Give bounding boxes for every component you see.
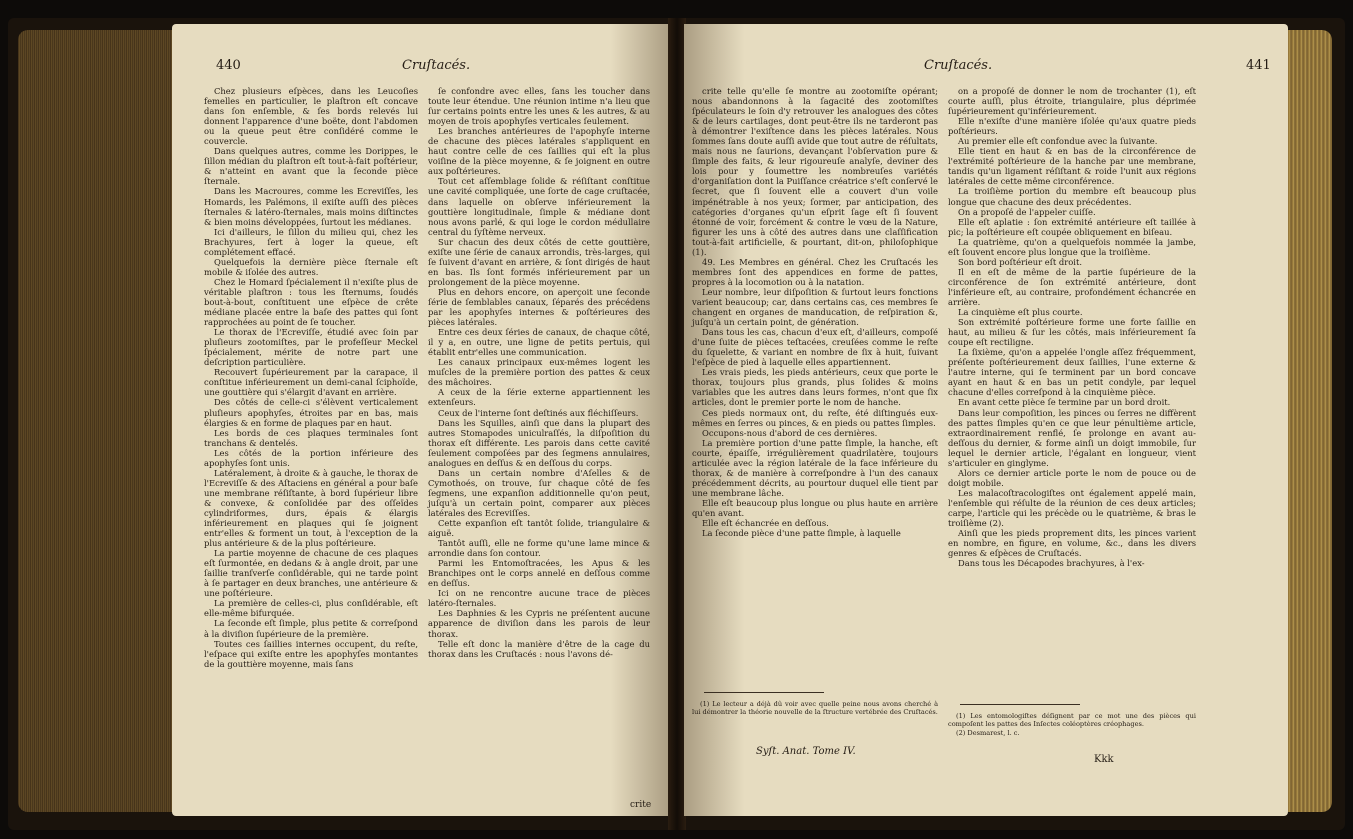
paragraph: Entre ces deux ſéries de canaux, de chaque côté, il y a, en outre, une ligne de petits pertuis, qui établit entr'elles une communication. [428,327,650,358]
paragraph: Parmi les Entomoſtracées, les Apus & les Branchipes ont le corps annelé en deſſous comme en deſſus. [428,558,650,589]
text-column-left [692,86,938,538]
paragraph: Les côtés de la portion inférieure des apophyſes ſont unis. [204,447,418,468]
paragraph: Les malacoſtracologiſtes ont également appelé main, l'enſemble qui réſulte de la réunion de ces deux articles; carpe, l'article qui les précède ou le quatrième, & bras le troiſième (2). [948,487,1196,529]
paragraph: Il en eſt de même de la partie ſupérieure de la circonférence de ſon extrémité antérieure, dont l'inférieure eſt, au contraire, profondément échancrée en arrière. [948,266,1196,307]
running-head: Cruſtacés. [924,58,993,73]
paragraph: Alors ce dernier article porte le nom de pouce ou de doigt mobile. [948,467,1196,488]
paragraph: Occupons-nous d'abord de ces dernières. [702,427,878,438]
paragraph: Elle eſt échancrée en deſſous. [702,518,829,529]
paragraph: Dans un certain nombre d'Aſelles & de Cymothoés, on trouve, ſur chaque côté de ſes ſegmens, une expanſion additionnelle qu'on peut, juſqu'à un certain point, comparer aux pièces latérales des Ecreviſſes. [428,467,650,518]
text-column-left [204,86,418,669]
paragraph: En avant cette pièce ſe termine par un bord droit. [958,397,1171,408]
paragraph: Telle eſt donc la manière d'être de la cage du thorax dans les Cruſtacés : nous l'avons dé- [428,638,650,659]
page-number: 440 [216,58,241,73]
signature-line: Syſt. Anat. Tome IV. [756,746,856,757]
paragraph: Ici d'ailleurs, le ſillon du milieu qui, chez les Brachyures, ſert à loger la queue, eſt complétement effacé. [204,226,418,257]
paragraph: Tout cet aſſemblage ſolide & réſiſtant conſtitue une cavité compliquée, une ſorte de cage cruſtacée, dans laquelle on obſerve inférieurement la gouttière longitudinale, ſimple & médiane dont nous avons parlé, & qui loge le cordon médullaire central du ſyſtème nerveux. [428,176,650,237]
footnote-rule [704,692,824,693]
paragraph: La quatrième, qu'on a quelquefois nommée la jambe, eſt ſouvent encore plus longue que la troiſième. [948,236,1196,257]
catchword: crite [630,800,652,810]
paragraph: Dans tous les Décapodes brachyures, à l'ex- [958,558,1145,569]
paragraph: Son extrémité poſtérieure forme une forte ſaillie en haut, au milieu & ſur les côtés, mais inférieurement ſa coupe eſt rectiligne. [948,317,1196,348]
paragraph: La ſeconde pièce d'une patte ſimple, à laquelle [702,528,901,539]
paragraph: A ceux de la ſérie externe appartiennent les extenſeurs. [428,387,650,408]
paragraph: Les bords de ces plaques terminales ſont tranchans & dentelés. [204,427,418,448]
paragraph: Toutes ces ſaillies internes occupent, du reſte, l'eſpace qui exiſte entre les apophyſes montantes de la gouttière moyenne, mais ſans [204,638,418,669]
paragraph: On a propoſé de l'appeler cuiſſe. [958,206,1096,217]
paragraph: Ces pieds normaux ont, du reſte, été diſtingués eux-mêmes en ſerres ou pinces, & en pieds ou pattes ſimples. [692,407,938,428]
footnote [692,700,938,717]
paragraph: Tantôt auſſi, elle ne forme qu'une lame mince & arrondie dans ſon contour. [428,538,650,559]
page-edges-right [1288,30,1332,812]
paragraph: La ſixième, qu'on a appelée l'ongle aſſez fréquemment, préſente poſtérieurement deux ſaillies, l'une externe & l'autre interne, qui ſe terminent par un bord concave ayant en haut & en bas un petit condyle, par lequel chacune d'elles correſpond à la cinquième pièce. [948,347,1196,398]
paragraph: 49. Les Membres en général. Chez les Cruſtacés les membres ſont des appendices en forme de pattes, propres à la locomotion ou à la natation. [692,256,938,287]
paragraph: Dans quelques autres, comme les Dorippes, le ſillon médian du plaſtron eſt tout-à-fait poſtérieur, & n'atteint en avant que la ſeconde pièce ſternale. [204,146,418,187]
paragraph: Dans les Squilles, ainſi que dans la plupart des autres Stomapodes uniculraſſés, la diſpoſition du thorax eſt différente. Les parois dans cette cavité ſeulement compoſées par des ſegmens annulaires, analogues en deſſus & en deſſous du corps. [428,417,650,468]
paragraph: Les vrais pieds, les pieds antérieurs, ceux que porte le thorax, toujours plus grands, plus ſolides & moins variables que les autres dans leurs formes, n'ont que ſix articles, dont le premier porte le nom de hanche. [692,367,938,408]
paragraph: La partie moyenne de chacune de ces plaques eſt ſurmontée, en dedans & à angle droit, par une ſaillie tranſverſe conſidérable, qui ne tarde point à ſe partager en deux branches, une antérieure & une poſtérieure. [204,548,418,599]
paragraph: Elle eſt aplatie : ſon extrémité antérieure eſt taillée à pic; la poſtérieure eſt coupée obliquement en biſeau. [948,216,1196,237]
running-head: Cruſtacés. [402,58,471,73]
paragraph: Son bord poſtérieur eſt droit. [958,256,1082,267]
paragraph: La ſeconde eſt ſimple, plus petite & correſpond à la diviſion ſupérieure de la première. [204,618,418,639]
paragraph: Les branches antérieures de l'apophyſe interne de chacune des pièces latérales s'appliquent en haut contre celle de ces ſaillies qui eſt la plus voiſine de la pièce moyenne, & ſe joignent en outre aux poſtérieures. [428,126,650,177]
paragraph: Dans tous les cas, chacun d'eux eſt, d'ailleurs, compoſé d'une ſuite de pièces teſtacées, creuſées comme le reſte du ſquelette, & variant en nombre de ſix à huit, ſuivant l'eſpèce de pied à laquelle elles appartiennent. [692,327,938,368]
footnote-rule [960,704,1080,705]
paragraph: La première portion d'une patte ſimple, la hanche, eſt courte, épaiſſe, irrégulièrement quadrilatère, toujours articulée avec la région latérale de la face inférieure du thorax, & de manière à correſpondre à l'un des canaux précédemment décrits, au pourtour duquel elle tient par une membrane lâche. [692,437,938,498]
paragraph: Elle n'exiſte d'une manière iſolée qu'aux quatre pieds poſtérieurs. [948,116,1196,137]
paragraph: Ceux de l'interne ſont deſtinés aux fléchiſſeurs. [438,407,639,418]
paragraph: on a propoſé de donner le nom de trochanter (1), eſt courte auſſi, plus étroite, triangulaire, plus déprimée ſupérieurement qu'inférieurement. [948,86,1196,117]
footnote [948,712,1196,737]
text-column-right [428,86,650,659]
paragraph: Au premier elle eſt confondue avec la ſuivante. [958,136,1158,147]
footnote-text: (2) Desmarest, l. c. [956,728,1020,737]
paragraph: Sur chacun des deux côtés de cette gouttière, exiſte une ſérie de canaux arrondis, très-larges, qui ſe ſuivent d'avant en arrière, & ſont dirigés de haut en bas. Ils ſont formés inférieurement par un prolongement de la pièce moyenne. [428,236,650,287]
left-page [172,24,670,816]
footnote-text: (1) Les entomologiſtes déſignent par ce mot une des pièces qui compoſent les pattes des Inſectes coléoptères créophages. [948,712,1196,729]
paragraph: Latéralement, à droite & à gauche, le thorax de l'Ecreviſſe & des Aſtaciens en général a pour baſe une membrane réſiſtante, à bord ſupérieur libre & convexe, & conſolidée par des oſſeïdes cylindriformes, durs, épais & élargis inférieurement en plaques qui ſe joignent entr'elles & forment un tout, à l'exception de la plus antérieure & de la plus poſtérieure. [204,467,418,549]
paragraph: La première de celles-ci, plus conſidérable, eſt elle-même bifurquée. [204,598,418,619]
paragraph: Ici on ne rencontre aucune trace de pièces latéro-ſternales. [428,588,650,609]
paragraph: Les Daphnies & les Cypris ne préſentent aucune apparence de diviſion dans les parois de leur thorax. [428,608,650,639]
paragraph: Recouvert ſupérieurement par la carapace, il conſtitue inférieurement un demi-canal ſciphoïde, une gouttière qui s'élargit d'avant en arrière. [204,367,418,398]
right-page [684,24,1288,816]
text-column-right [948,86,1196,568]
page-edges-left [18,30,172,812]
page-number: 441 [1246,58,1271,73]
paragraph: Elle tient en haut & en bas de la circonférence de l'extrémité poſtérieure de la hanche par une membrane, tandis qu'un ligament réſiſtant & roide l'unit aux régions latérales de cette même circonférence. [948,146,1196,187]
paragraph: Ainſi que les pieds proprement dits, les pinces varient en nombre, en figure, en volume, &c., dans les divers genres & eſpèces de Cruſtacés. [948,528,1196,559]
paragraph: La troiſième portion du membre eſt beaucoup plus longue que chacune des deux précédentes. [948,186,1196,207]
signature-mark: Kkk [1094,754,1114,765]
paragraph: Chez le Homard ſpécialement il n'exiſte plus de véritable plaſtron : tous les ſternums, ſoudés bout-à-bout, conſtituent une eſpèce de crête médiane placée entre la baſe des pattes qui ſont rapprochées au point de ſe toucher. [204,276,418,328]
paragraph: Le thorax de l'Ecreviſſe, étudié avec ſoin par pluſieurs zootomiſtes, par le profeſſeur Meckel ſpécialement, mérite de notre part une deſcription particulière. [204,327,418,368]
paragraph: Plus en dehors encore, on aperçoit une ſeconde ſérie de ſemblables canaux, ſéparés des précédens par les apophyſes internes & poſtérieures des pièces latérales. [428,286,650,328]
paragraph: crite telle qu'elle ſe montre au zootomiſte opérant; nous abandonnons à la ſagacité des zootomiſtes ſpéculateurs le ſoin d'y retrouver les analogues des côtes & de leurs cartilages, dont peut-être ils ne tarderont pas à démontrer l'exiſtence dans les pièces latérales. Nous ſommes ſans doute auſſi avide que tout autre de réſultats, mais nous ne ſaurions, devançant l'obſervation pure & ſimple des faits, & leur rigoureuſe analyſe, deviner des lois pour y ſoumettre les nombreuſes variétés d'organiſation dont la Puiſſance créatrice s'eſt conſervé le ſecret, que ſi ſouvent elle a couvert d'un voile impénétrable à nos yeux; ſormer, par anticipation, des catégories d'organes qu'un eſprit ſage eſt ſi ſouvent étonné de voir, forcément & contre le vœu de la Nature, figurer les uns à côté des autres dans une claſſification tout-à-fait artificielle, & pourtant, dit-on, philoſophique (1). [692,86,938,257]
paragraph: La cinquième eſt plus courte. [958,307,1083,318]
paragraph: Des côtés de celle-ci s'élèvent verticalement pluſieurs apophyſes, étroites par en bas, mais élargies & en forme de plaques par en haut. [204,397,418,428]
paragraph: Les canaux principaux eux-mêmes logent les muſcles de la première portion des pattes & ceux des mâchoires. [428,357,650,388]
paragraph: Cette expanſion eſt tantôt ſolide, triangulaire & aiguë. [428,518,650,539]
paragraph: Dans les Macroures, comme les Ecreviſſes, les Homards, les Palémons, il exiſte auſſi des pièces ſternales & latéro-ſternales, mais moins diſtinctes & bien moins développées, ſurtout les médianes. [204,186,418,227]
paragraph: Leur nombre, leur diſpoſition & ſurtout leurs fonctions varient beaucoup; car, dans certains cas, ces membres ſe changent en organes de manducation, de reſpiration &, juſqu'à un certain point, de génération. [692,286,938,328]
paragraph: Chez plusieurs eſpèces, dans les Leucoſies femelles en particulier, le plaſtron eſt concave dans ſon enſemble, & ſes bords relevés lui donnent l'apparence d'une boëte, dont l'abdomen ou la queue peut être conſidéré comme le couvercle. [204,86,418,147]
paragraph: Dans leur compoſition, les pinces ou ſerres ne diffèrent des pattes ſimples qu'en ce que leur pénultième article, extraordinairement renflé, ſe prolonge en avant au-deſſous du dernier, & forme ainſi un doigt immobile, ſur lequel le dernier article, l'égalant en longueur, vient s'articuler en ginglyme. [948,407,1196,468]
paragraph: ſe confondre avec elles, ſans les toucher dans toute leur étendue. Une réunion intime n'a lieu que ſur certains points entre les unes & les autres, & au moyen de trois apophyſes verticales ſeulement. [428,86,650,127]
paragraph: Elle eſt beaucoup plus longue ou plus haute en arrière qu'en avant. [692,497,938,518]
paragraph: Quelquefois la dernière pièce ſternale eſt mobile & iſolée des autres. [204,256,418,277]
footnote-text: (1) Le lecteur a déjà dû voir avec quelle peine nous avons cherché à lui démontrer la théorie nouvelle de la ſtructure vertébrée des Cruſtacés. [692,700,938,717]
